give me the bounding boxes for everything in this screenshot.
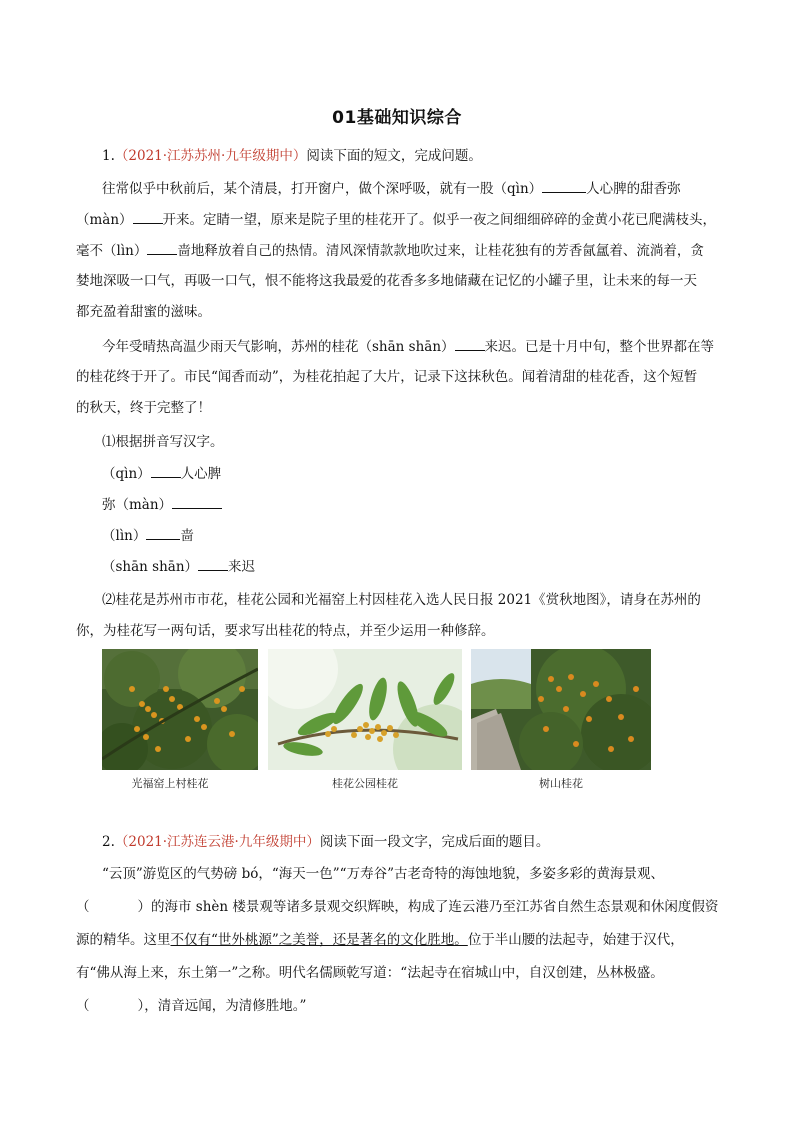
q1-answer-line <box>102 463 752 484</box>
passage-text: 毫不（lìn） <box>76 243 148 259</box>
q1-passage-line: 的桂花终于开了。市民“闻香而动”，为桂花拍起了大片，记录下这抹秋色。闻着清甜的桂花香，这个短暂 <box>76 369 698 385</box>
q1-sub1-prompt: ⑴根据拼音写汉字。 <box>102 434 224 450</box>
q2-passage-line <box>76 930 726 950</box>
q1-passage-line <box>76 240 726 261</box>
passage-text: ），清音远闻，为清修胜地。” <box>137 998 307 1014</box>
answer-blank <box>147 240 177 255</box>
answer-blank <box>146 525 180 540</box>
q1-header <box>102 146 752 166</box>
passage-text: 来迟。已是十月中旬，整个世界都在等 <box>484 339 715 355</box>
q1-passage-line: 的秋天，终于完整了！ <box>76 400 211 416</box>
q2-passage-line: “云顶”游览区的气势磅 bó，“海天一色”“万寿谷”古老奇特的海蚀地貌，多姿多彩的黄海景观、 <box>102 866 664 882</box>
passage-text: 位于半山腰的法起寺，始建于汉代， <box>467 932 684 948</box>
q1-passage-line <box>102 336 752 357</box>
q1-number: 1. <box>102 148 115 164</box>
q1-passage-line <box>102 178 752 199</box>
photo-caption: 光福窑上村桂花 <box>131 777 209 790</box>
passage-text: （ <box>76 998 90 1014</box>
answer-pinyin: （lìn） <box>102 528 147 544</box>
answer-pinyin: （shān shān） <box>102 559 199 575</box>
page-title: 01基础知识综合 <box>332 108 462 128</box>
osmanthus-photo-park <box>268 649 462 770</box>
answer-text: 来迟 <box>228 559 256 575</box>
answer-blank <box>172 494 222 509</box>
answer-blank <box>151 463 181 478</box>
q1-passage-line: 婪地深吸一口气，再吸一口气，恨不能将这我最爱的花香多多地储藏在记忆的小罐子里，让未来的每一天 <box>76 273 697 289</box>
answer-text: 啬 <box>180 528 194 544</box>
q1-source: （2021·江苏苏州·九年级期中） <box>114 148 307 164</box>
q2-source: （2021·江苏连云港·九年级期中） <box>114 834 320 850</box>
q2-header <box>102 832 752 852</box>
passage-text: ）的海市 shèn 楼景观等诸多景观交织辉映，构成了连云港乃至江苏省自然生态景观和休闲度假资 <box>137 899 719 915</box>
passage-text: 啬地释放着自己的热情。清风深情款款地吹过来，让桂花独有的芳香氤氲着、流淌着，贪 <box>177 243 704 259</box>
q1-answer-line <box>102 494 752 515</box>
answer-blank <box>198 556 228 571</box>
q2-passage-line <box>76 996 726 1016</box>
underlined-sentence: 不仅有“世外桃源”之美誉，还是著名的文化胜地。 <box>170 932 468 948</box>
answer-blank <box>133 209 163 224</box>
answer-text: 人心脾 <box>180 466 222 482</box>
q1-sub2-prompt: 你，为桂花写一两句话，要求写出桂花的特点，并至少运用一种修辞。 <box>76 623 495 639</box>
osmanthus-photo-guangfu <box>102 649 258 770</box>
passage-text: （ <box>76 899 90 915</box>
passage-text: 源的精华。这里 <box>76 932 171 948</box>
passage-text: 往常似乎中秋前后，某个清晨，打开窗户，做个深呼吸，就有一股（qìn） <box>102 181 543 197</box>
q1-answer-line <box>102 556 752 577</box>
answer-pinyin: （qìn） <box>102 466 151 482</box>
passage-text: 今年受晴热高温少雨天气影响，苏州的桂花（shān shān） <box>102 339 455 355</box>
q1-answer-line <box>102 525 752 546</box>
q2-passage-line <box>76 897 726 917</box>
answer-pinyin: 弥（màn） <box>102 497 173 513</box>
q2-prompt: 阅读下面一段文字，完成后面的题目。 <box>319 834 550 850</box>
q1-prompt: 阅读下面的短文，完成问题。 <box>306 148 482 164</box>
photo-caption: 树山桂花 <box>539 777 583 790</box>
passage-text: 人心脾的甜香弥 <box>586 181 681 197</box>
osmanthus-photo-shushan <box>471 649 651 770</box>
q2-passage-line: 有“佛从海上来，东土第一”之称。明代名儒顾乾写道：“法起寺在宿城山中，自汉创建，丛林极盛。 <box>76 965 664 981</box>
photo-caption: 桂花公园桂花 <box>332 777 398 790</box>
answer-blank <box>542 178 586 193</box>
q1-sub2-prompt: ⑵桂花是苏州市市花，桂花公园和光福窑上村因桂花入选人民日报 2021《赏秋地图》，请身在苏州的 <box>102 592 701 608</box>
passage-text: 开来。定睛一望，原来是院子里的桂花开了。似乎一夜之间细细碎碎的金黄小花已爬满枝头， <box>162 212 717 228</box>
q1-passage-line: 都充盈着甜蜜的滋味。 <box>76 304 211 320</box>
answer-blank <box>455 336 485 351</box>
passage-text: （màn） <box>76 212 133 228</box>
q1-passage-line <box>76 209 726 230</box>
q2-number: 2. <box>102 834 115 850</box>
